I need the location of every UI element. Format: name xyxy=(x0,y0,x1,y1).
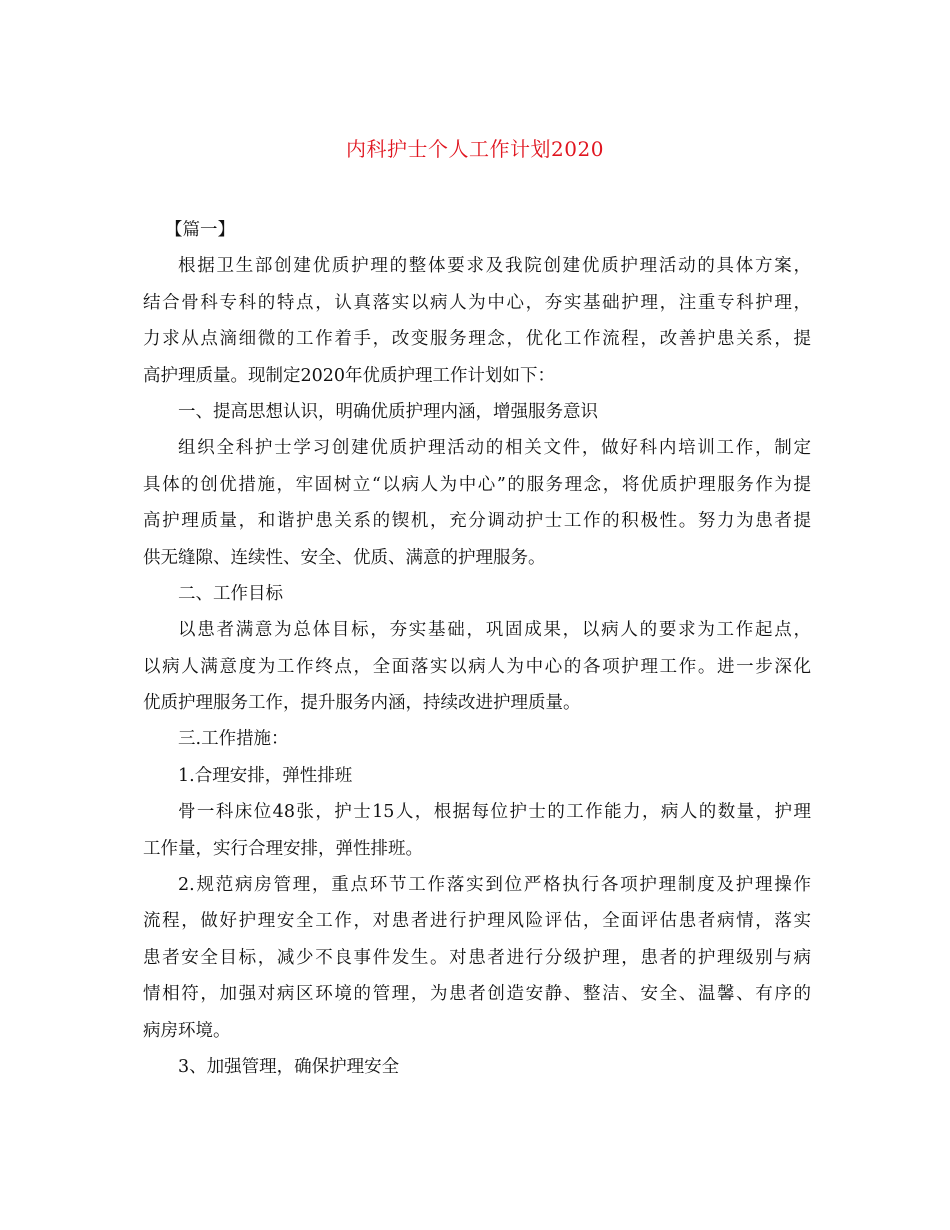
paragraph-line: 2.规范病房管理，重点环节工作落实到位严格执行各项护理制度及护理操作 xyxy=(178,875,811,896)
intro-paragraph xyxy=(143,254,811,388)
paragraph-line: 供无缝隙、连续性、安全、优质、满意的护理服务。 xyxy=(143,547,546,568)
subsection-heading-3-1: 1.合理安排，弹性排班 xyxy=(178,765,353,786)
paragraph-line: 病房环境。 xyxy=(143,1020,231,1041)
paragraph-line: 以患者满意为总体目标，夯实基础，巩固成果，以病人的要求为工作起点， xyxy=(178,620,811,641)
paragraph-2 xyxy=(143,618,811,716)
section-label: 【篇一】 xyxy=(165,220,235,240)
paragraph-3-1 xyxy=(143,800,811,861)
paragraph-line: 以病人满意度为工作终点，全面落实以病人为中心的各项护理工作。进一步深化 xyxy=(143,656,811,677)
paragraph-line: 高护理质量。现制定2020年优质护理工作计划如下： xyxy=(143,365,556,386)
paragraph-3-2 xyxy=(143,873,811,1044)
paragraph-1 xyxy=(143,436,811,570)
section-heading-2: 二、工作目标 xyxy=(178,583,283,604)
paragraph-line: 流程，做好护理安全工作，对患者进行护理风险评估，全面评估患者病情，落实 xyxy=(143,911,811,932)
paragraph-line: 力求从点滴细微的工作着手，改变服务理念，优化工作流程，改善护患关系，提 xyxy=(143,329,811,350)
document-title: 内科护士个人工作计划2020 xyxy=(346,137,604,161)
document-body xyxy=(143,218,811,1091)
paragraph-line: 根据卫生部创建优质护理的整体要求及我院创建优质护理活动的具体方案， xyxy=(178,256,811,277)
paragraph-line: 组织全科护士学习创建优质护理活动的相关文件，做好科内培训工作，制定 xyxy=(178,438,811,459)
subsection-heading-3-3: 3、加强管理，确保护理安全 xyxy=(178,1056,400,1077)
section-heading-3: 三.工作措施： xyxy=(178,729,289,750)
paragraph-line: 情相符，加强对病区环境的管理，为患者创造安静、整洁、安全、温馨、有序的 xyxy=(143,984,811,1005)
paragraph-line: 工作量，实行合理安排，弹性排班。 xyxy=(143,838,423,859)
paragraph-line: 高护理质量，和谐护患关系的锲机，充分调动护士工作的积极性。努力为患者提 xyxy=(143,511,811,532)
paragraph-line: 具体的创优措施，牢固树立“以病人为中心”的服务理念，将优质护理服务作为提 xyxy=(143,474,811,495)
paragraph-line: 骨一科床位48张，护士15人，根据每位护士的工作能力，病人的数量，护理 xyxy=(178,802,811,823)
section-heading-1: 一、提高思想认识，明确优质护理内涵，增强服务意识 xyxy=(178,401,598,422)
paragraph-line: 结合骨科专科的特点，认真落实以病人为中心，夯实基础护理，注重专科护理， xyxy=(143,292,811,313)
paragraph-line: 优质护理服务工作，提升服务内涵，持续改进护理质量。 xyxy=(143,693,581,714)
paragraph-line: 患者安全目标，减少不良事件发生。对患者进行分级护理，患者的护理级别与病 xyxy=(143,947,811,968)
